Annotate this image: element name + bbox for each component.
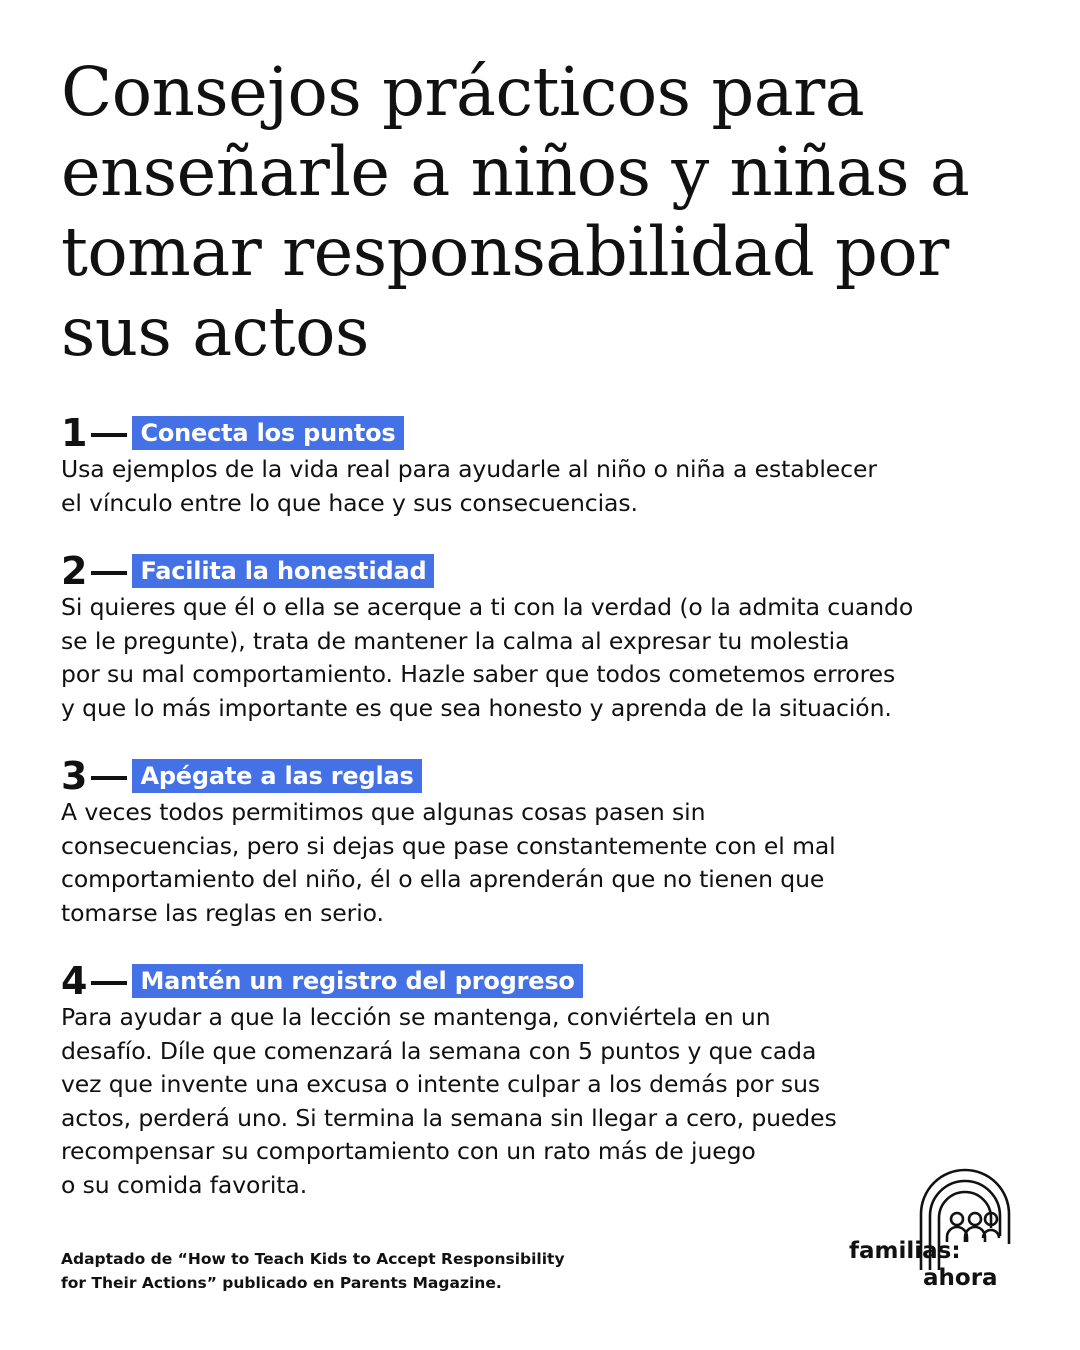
dash-divider [91, 571, 127, 575]
tip-2 [61, 549, 1036, 725]
dash-divider [91, 776, 127, 780]
tip-header [61, 411, 1036, 455]
logo-text-familias: familias: [849, 1238, 961, 1264]
dash-divider [91, 433, 127, 437]
tip-heading: Conecta los puntos [132, 416, 403, 450]
tip-header [61, 549, 1036, 593]
tip-body: Si quieres que él o ella se acerque a ti con la verdad (o la admita cuando se le pregunte), trata de mantener la calma al expresar tu molestia por su mal comportamiento. Hazle saber que todos cometemos errores y que lo más importante es que sea honesto y aprenda de la situación. [61, 593, 914, 722]
tip-body: A veces todos permitimos que algunas cosas pasen sin consecuencias, pero si dejas que pase constantemente con el mal comportamiento del niño, él o ella aprenderán que no tienen que tomarse las reglas en serio. [61, 798, 836, 927]
logo-text-ahora: ahora [923, 1265, 998, 1291]
tip-number: 4 [61, 959, 88, 1003]
tip-header [61, 754, 1036, 798]
source-credit: Adaptado de “How to Teach Kids to Accept Responsibility for Their Actions” publicado en Parents Magazine. [61, 1250, 565, 1292]
tip-body: Usa ejemplos de la vida real para ayudarle al niño o niña a establecer el vínculo entre lo que hace y sus consecuencias. [61, 455, 877, 517]
tip-heading: Apégate a las reglas [132, 759, 421, 793]
tip-number: 3 [61, 754, 88, 798]
tip-heading: Mantén un registro del progreso [132, 964, 582, 998]
tip-heading: Facilita la honestidad [132, 554, 434, 588]
tip-1 [61, 411, 1036, 520]
tip-number: 1 [61, 411, 88, 455]
tip-3 [61, 754, 1036, 930]
dash-divider [91, 981, 127, 985]
tip-number: 2 [61, 549, 88, 593]
brand-logo [845, 1162, 1025, 1302]
page-title: Consejos prácticos para enseñarle a niños y niñas a tomar responsabilidad por sus actos [61, 53, 970, 371]
tip-header [61, 959, 1036, 1003]
tip-body: Para ayudar a que la lección se mantenga, conviértela en un desafío. Díle que comenzará la semana con 5 puntos y que cada vez que invente una excusa o intente culpar a los demás por sus actos, perderá uno. Si termina la semana sin llegar a cero, puedes recompensar su comportamiento con un rato más de juego o su comida favorita. [61, 1003, 837, 1199]
